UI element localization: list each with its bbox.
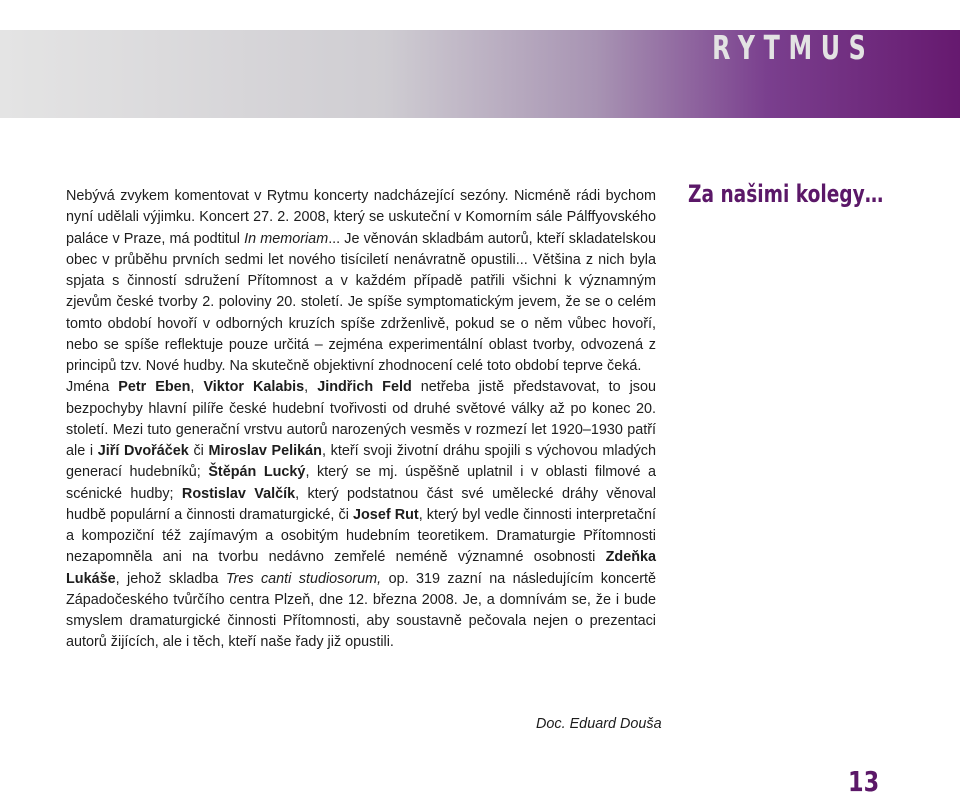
article-body — [66, 186, 656, 654]
composer-name: Petr Eben — [118, 379, 191, 396]
magazine-brand: RYTMUS — [711, 28, 874, 67]
text-run: , který byl vedle činnosti interpretační a kompoziční též zajímavým a osobitým hudebním teoretikem. Dramaturgie Přítomnosti nezapomněla ani na tvorbu nedávno zemřelé neméně významné osobnosti — [66, 506, 656, 566]
composer-name: Zdeňka Lukáše — [66, 549, 656, 587]
text-run: Nebývá zvykem komentovat v Rytmu koncerty nadcházející sezóny. Nicméně rádi bychom nyní udělali výjimku. Koncert 27. 2. 2008, který se uskuteční v Komorním sále Pálffyovského paláce v Praze, má podtitul — [66, 188, 656, 247]
composer-name: Jindřich Feld — [317, 379, 412, 396]
work-title: Tres canti studiosorum, — [225, 570, 382, 587]
page-number: 13 — [848, 765, 880, 798]
section-title: Za našimi kolegy… — [688, 180, 884, 208]
text-run: či — [188, 443, 209, 459]
text-run: , kteří svoji životní dráhu spojili s výchovou mladých generací hudebníků; — [66, 443, 656, 481]
text-run: , který podstatnou část své umělecké dráhy věnoval hudbě populární a činnosti dramaturgické, či — [66, 485, 657, 523]
composer-name: Rostislav Valčík — [181, 485, 296, 502]
article-paragraph — [66, 186, 656, 377]
composer-name: Josef Rut — [353, 506, 419, 523]
text-run: op. 319 zazní na následujícím koncertě Západočeského tvůrčího centra Plzeň, dne 12. března 2008. Je, a domnívám se, že i bude smyslem dramaturgické činnosti Přítomnosti, aby soustavně pečovala nejen o prezentaci autorů žijících, ale i těch, kteří naše řady již opustili. — [66, 570, 656, 651]
concert-subtitle: In memoriam — [244, 230, 329, 247]
text-run: netřeba jistě představovat, to jsou bezpochyby hlavní pilíře české hudební tvořivosti od druhé světové války až po konec 20. století. Mezi tuto generační vrstvu autorů narozených vesměs v rozmezí let 1920–1930 patří ale i — [66, 379, 657, 459]
text-run: , — [304, 379, 318, 396]
composer-name: Štěpán Lucký — [208, 464, 306, 481]
author-signature: Doc. Eduard Douša — [536, 716, 662, 732]
composer-name: Miroslav Pelikán — [208, 443, 322, 459]
article-paragraph — [66, 377, 656, 653]
composer-name: Jiří Dvořáček — [97, 443, 189, 459]
text-run: , který se mj. úspěšně uplatnil i v oblasti filmové a scénické hudby; — [66, 464, 657, 502]
text-run: , jehož skladba — [115, 570, 226, 587]
composer-name: Viktor Kalabis — [203, 379, 305, 396]
text-run: ... Je věnován skladbám autorů, kteří skladatelskou obec v průběhu prvních sedmi let nového tisíciletí nenávratně opustili... Většina z nich byla spjata s činností sdružení Přítomnost a v každém případě patřili všichni k významným zjevům české tvorby 2. poloviny 20. století. Je spíše symptomatickým jevem, že se o celém tomto období hovoří v odborných kruzích spíše zdrženlivě, pokud se o něm vůbec hovoří, nebo se spíše reflektuje pouze určitá – zejména experimentální oblast tvorby, odvozená z principů tzv. Nové hudby. Na skutečně objektivní zhodnocení celé toto období teprve čeká. — [66, 230, 656, 374]
text-run: Jména — [66, 379, 119, 396]
text-run: , — [190, 379, 204, 396]
header-banner — [0, 30, 960, 118]
